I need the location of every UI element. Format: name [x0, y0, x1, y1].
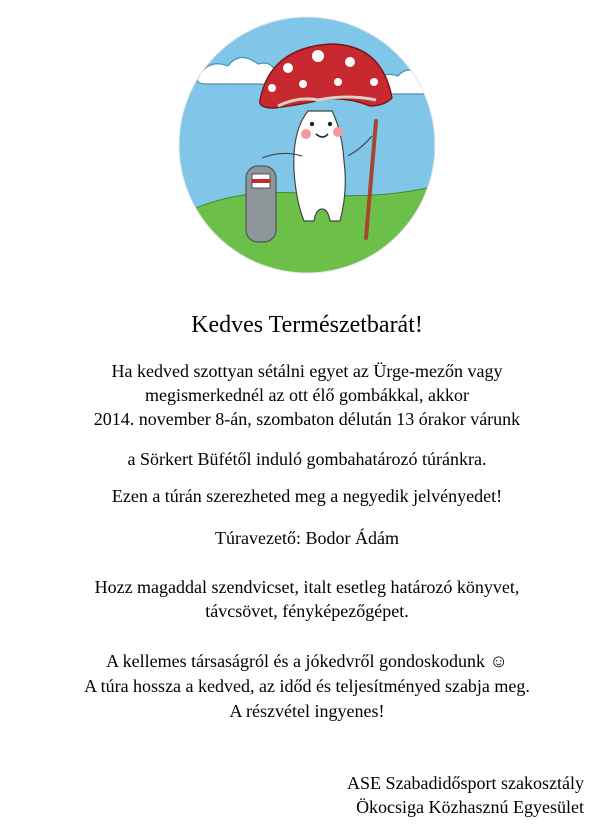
closing-line-3: A részvétel ingyenes! [229, 701, 385, 721]
badge-line: Ezen a túrán szerezheted meg a negyedik jelvényedet! [111, 486, 503, 506]
intro-line-2: megismerkednél az ott élő gombákkal, akkor [145, 385, 469, 405]
guide: Túravezető: Bodor Ádám [215, 528, 399, 548]
greeting: Kedves Természetbarát! [191, 312, 423, 338]
bring-line-2: távcsövet, fényképezőgépet. [205, 601, 409, 621]
signature-line-1: ASE Szabadidősport szakosztály [347, 773, 584, 793]
signature-line-2: Ökocsiga Közhasznú Egyesület [356, 797, 584, 817]
meeting-point: a Sörkert Büfétől induló gombahatározó túránkra. [127, 449, 487, 469]
intro-line-1: Ha kedved szottyan sétálni egyet az Ürge-mezőn vagy [111, 361, 503, 381]
closing-line-1: A kellemes társaságról és a jókedvről gondoskodunk ☺ [106, 651, 508, 671]
bring-line-1: Hozz magaddal szendvicset, italt esetleg határozó könyvet, [94, 577, 520, 597]
intro-line-3: 2014. november 8-án, szombaton délután 13 órakor várunk [93, 409, 521, 429]
closing-line-2: A túra hossza a kedved, az időd és teljesítményed szabja meg. [84, 676, 530, 696]
mushroom-illustration [178, 16, 436, 274]
